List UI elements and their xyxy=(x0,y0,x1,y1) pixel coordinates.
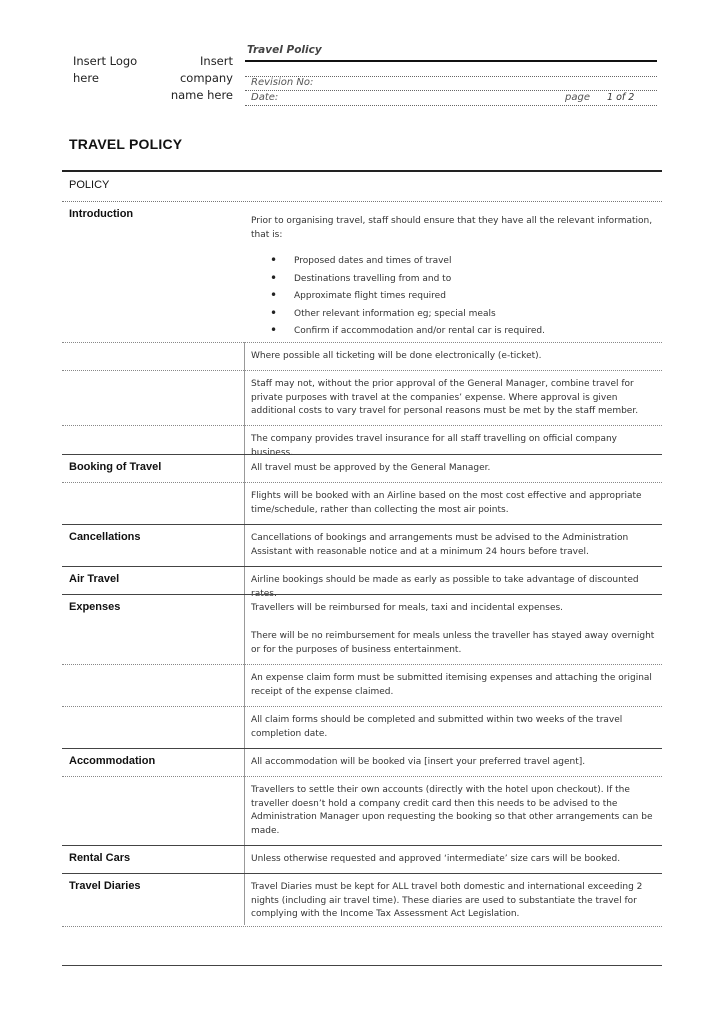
air-travel-paragraph: Airline bookings should be made as early as possible to take advantage of discounted rates. xyxy=(251,575,639,599)
introduction-paragraph: The company provides travel insurance for all staff travelling on official company business. xyxy=(251,434,617,458)
booking-paragraph: All travel must be approved by the General Manager. xyxy=(251,463,491,473)
header-rule xyxy=(245,60,657,62)
header-divider xyxy=(245,105,657,106)
introduction-bullet-list xyxy=(270,255,650,343)
section-label-air-travel: Air Travel xyxy=(69,573,120,585)
list-item: • Destinations travelling from and to xyxy=(270,273,650,291)
policy-divider xyxy=(62,201,662,202)
rental-cars-paragraph: Unless otherwise requested and approved ‘intermediate’ size cars will be booked. xyxy=(251,854,621,864)
company-name-placeholder xyxy=(153,53,233,104)
section-label-rental-cars: Rental Cars xyxy=(69,852,131,864)
row-divider xyxy=(62,342,662,343)
list-item: • Approximate flight times required xyxy=(270,290,650,308)
section-label-cancellations: Cancellations xyxy=(69,531,141,543)
section-divider xyxy=(62,748,662,749)
row-divider xyxy=(62,776,662,777)
company-line-1: Insert company xyxy=(179,54,233,85)
logo-line-1: Insert Logo xyxy=(73,54,138,68)
page-title: TRAVEL POLICY xyxy=(69,136,183,152)
section-divider xyxy=(62,566,662,567)
expenses-paragraph: All claim forms should be completed and submitted within two weeks of the travel completion date. xyxy=(251,715,623,739)
section-divider xyxy=(62,524,662,525)
revision-label: Revision No: xyxy=(251,77,314,88)
expenses-paragraph: There will be no reimbursement for meals unless the traveller has stayed away overnight or for the purposes of business entertainment. xyxy=(251,631,655,655)
header-divider xyxy=(245,90,657,91)
introduction-text: Prior to organising travel, staff should ensure that they have all the relevant information, that is: xyxy=(251,216,653,240)
cancellations-paragraph: Cancellations of bookings and arrangements must be advised to the Administration Assistant with reasonable notice and at a minimum 24 hours before travel. xyxy=(251,533,629,557)
introduction-paragraph: Staff may not, without the prior approval of the General Manager, combine travel for private purposes with travel at the companies’ expense. Where approval is given additional costs to vary travel for personal reasons must be met by the staff member. xyxy=(251,379,639,416)
column-divider xyxy=(244,342,245,454)
list-item: • Proposed dates and times of travel xyxy=(270,255,650,273)
logo-placeholder xyxy=(73,53,137,87)
expenses-paragraph: Travellers will be reimbursed for meals, taxi and incidental expenses. xyxy=(251,603,564,613)
section-label-travel-diaries: Travel Diaries xyxy=(69,880,141,892)
row-divider xyxy=(62,706,662,707)
section-label-accommodation: Accommodation xyxy=(69,755,156,767)
header-doc-title: Travel Policy xyxy=(247,44,322,56)
row-divider xyxy=(62,425,662,426)
date-label: Date: xyxy=(251,92,279,103)
section-divider xyxy=(62,873,662,874)
booking-paragraph: Flights will be booked with an Airline based on the most cost effective and appropriate time/schedule, rather than collecting the most air points. xyxy=(251,491,642,515)
footer-rule xyxy=(62,965,662,966)
row-divider xyxy=(62,370,662,371)
row-divider xyxy=(62,926,662,927)
section-divider xyxy=(62,594,662,595)
company-line-2: name here xyxy=(170,88,233,102)
list-item: • Confirm if accommodation and/or rental car is required. xyxy=(270,325,650,343)
list-item: • Other relevant information eg; special meals xyxy=(270,308,650,326)
logo-line-2: here xyxy=(73,71,99,85)
column-divider xyxy=(244,455,245,925)
accommodation-paragraph: All accommodation will be booked via [insert your preferred travel agent]. xyxy=(251,757,586,767)
policy-heading: POLICY xyxy=(69,179,110,191)
row-divider xyxy=(62,664,662,665)
section-divider xyxy=(62,454,662,455)
expenses-paragraph: An expense claim form must be submitted itemising expenses and attaching the original receipt of the expense claimed. xyxy=(251,673,652,697)
travel-diaries-paragraph: Travel Diaries must be kept for ALL travel both domestic and international exceeding 2 nights (including air travel time). These diaries are used to substantiate the travel for complying with the Income Tax Assessment Act Legislation. xyxy=(251,882,643,919)
section-label-expenses: Expenses xyxy=(69,601,121,613)
accommodation-paragraph: Travellers to settle their own accounts (directly with the hotel upon checkout). If the traveller doesn’t hold a company credit card then this needs to be advised to the Administration Manager upon requesting the booking so that other arrangements can be made. xyxy=(251,785,653,836)
page-number: 1 of 2 xyxy=(607,92,635,103)
title-rule xyxy=(62,170,662,172)
introduction-paragraph: Where possible all ticketing will be done electronically (e-ticket). xyxy=(251,351,542,361)
page-label: page xyxy=(565,92,590,103)
section-label-booking: Booking of Travel xyxy=(69,461,162,473)
section-label-introduction: Introduction xyxy=(69,208,134,220)
row-divider xyxy=(62,482,662,483)
section-divider xyxy=(62,845,662,846)
